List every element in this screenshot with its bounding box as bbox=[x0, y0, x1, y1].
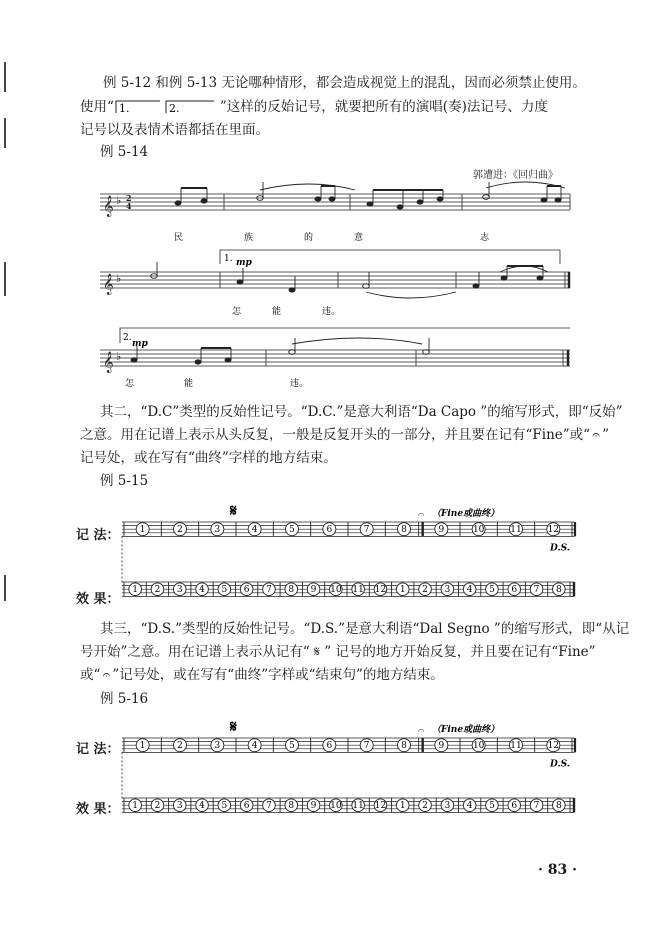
svg-text:♭: ♭ bbox=[116, 350, 122, 363]
svg-text:𝄞: 𝄞 bbox=[103, 352, 114, 373]
measure-number: 1 bbox=[139, 741, 146, 752]
measure-number: 7 bbox=[533, 585, 540, 596]
dynamic-mark: mp bbox=[132, 339, 148, 349]
measure-number: 2 bbox=[154, 585, 161, 596]
fermata-barline-icon: 𝄐 bbox=[592, 427, 600, 443]
page-number: · 83 · bbox=[538, 862, 577, 878]
measure-number: 12 bbox=[547, 741, 560, 752]
measure-number: 10 bbox=[330, 801, 342, 812]
lyric: 民 bbox=[174, 233, 184, 243]
measure-number: 1 bbox=[139, 525, 146, 536]
measure-number: 1 bbox=[399, 585, 406, 596]
measure-number: 12 bbox=[374, 585, 387, 596]
measure-number: 6 bbox=[243, 585, 250, 596]
volta-1-label: 1. bbox=[224, 254, 233, 264]
measure-number: 5 bbox=[221, 585, 228, 596]
measure-number: 2 bbox=[177, 741, 183, 752]
measure-number: 5 bbox=[289, 741, 295, 752]
measure-number: 1 bbox=[132, 585, 139, 596]
measure-number: 10 bbox=[472, 525, 485, 536]
measure-number: 7 bbox=[266, 585, 272, 596]
measure-number: 4 bbox=[199, 801, 205, 812]
lyric: 意 bbox=[354, 233, 364, 243]
measure-number: 6 bbox=[326, 525, 333, 536]
measure-number: 8 bbox=[555, 801, 562, 812]
effect-label: 效 果： bbox=[76, 592, 120, 607]
lyric: 能 bbox=[272, 307, 282, 317]
measure-number: 5 bbox=[489, 801, 495, 812]
segno-icon: 𝄋 bbox=[230, 717, 237, 736]
segno-icon: 𝄋 bbox=[230, 501, 237, 520]
paragraph-text: 之意。用在记谱上表示从头反复，一般是反复开头的一部分，并且要在记有“Fine”或“ 𝄐 ” bbox=[80, 424, 609, 446]
measure-number: 12 bbox=[547, 525, 560, 536]
measure-number: 3 bbox=[444, 801, 451, 812]
measure-number: 11 bbox=[510, 741, 522, 752]
fermata-icon: 𝄐 bbox=[418, 724, 425, 737]
measure-number: 3 bbox=[444, 585, 451, 596]
measure-number: 4 bbox=[251, 525, 258, 536]
measure-number: 2 bbox=[154, 801, 161, 812]
measure-number: 8 bbox=[555, 585, 562, 596]
effect-label: 效 果： bbox=[76, 802, 120, 817]
measure-number: 4 bbox=[199, 585, 205, 596]
ds-label: D.S. bbox=[550, 759, 570, 770]
measure-number: 3 bbox=[176, 801, 183, 812]
dynamic-mark: mp bbox=[236, 258, 252, 268]
lyric: 怎 bbox=[125, 379, 135, 389]
lyric: 能 bbox=[184, 379, 194, 389]
lyric: 族 bbox=[244, 233, 254, 243]
measure-number: 9 bbox=[438, 525, 445, 536]
lyric: 志 bbox=[480, 233, 490, 243]
svg-text:4: 4 bbox=[126, 201, 132, 211]
measure-number: 6 bbox=[243, 801, 250, 812]
svg-text:2.: 2. bbox=[168, 101, 180, 115]
paragraph-text: 使用“ 1. 2. ”这样的反始记号，就要把所有的演唱(奏)法记号、力度 bbox=[80, 96, 548, 118]
measure-number: 5 bbox=[289, 525, 295, 536]
example-title: 例 5-15 bbox=[100, 473, 149, 489]
repeat-diagram-5-16 bbox=[118, 712, 578, 822]
measure-number: 5 bbox=[221, 801, 228, 812]
measure-number: 5 bbox=[489, 585, 495, 596]
measure-number: 6 bbox=[511, 585, 518, 596]
fine-label: （Fine或曲终） bbox=[432, 725, 500, 735]
notation-label: 记 法： bbox=[76, 742, 120, 757]
credit-text: 郭遭进：《回归曲》 bbox=[473, 170, 558, 181]
measure-number: 11 bbox=[352, 585, 364, 596]
measure-number: 7 bbox=[363, 525, 370, 536]
paragraph-text: 记号以及表情术语都括在里面。 bbox=[80, 122, 269, 138]
measure-number: 9 bbox=[310, 585, 317, 596]
measure-number: 8 bbox=[288, 801, 295, 812]
measure-number: 7 bbox=[266, 801, 272, 812]
example-title: 例 5-16 bbox=[100, 691, 149, 707]
measure-number: 9 bbox=[438, 741, 445, 752]
measure-number: 2 bbox=[422, 585, 428, 596]
svg-text:2: 2 bbox=[126, 193, 132, 203]
measure-number: 10 bbox=[330, 585, 342, 596]
repeat-diagram-5-15 bbox=[118, 496, 578, 606]
fine-label: （Fine或曲终） bbox=[432, 509, 500, 519]
measure-number: 4 bbox=[251, 741, 258, 752]
example-title: 例 5-14 bbox=[100, 144, 149, 160]
page-edge-mark bbox=[4, 62, 6, 92]
volta-bracket-inline bbox=[114, 97, 220, 115]
paragraph-text: 其三，“D.S.”类型的反始性记号。“D.S.”是意大利语“Dal Segno ”的缩写形式，即“从记 bbox=[100, 621, 630, 637]
music-score-5-14 bbox=[70, 180, 590, 390]
measure-number: 8 bbox=[401, 741, 407, 752]
svg-text:𝄞: 𝄞 bbox=[103, 274, 114, 295]
measure-number: 2 bbox=[177, 525, 183, 536]
fermata-icon: 𝄐 bbox=[418, 508, 425, 521]
measure-number: 10 bbox=[472, 741, 485, 752]
measure-number: 3 bbox=[176, 585, 183, 596]
volta-2-label: 2. bbox=[123, 333, 132, 343]
measure-number: 11 bbox=[510, 525, 522, 536]
measure-number: 4 bbox=[466, 801, 473, 812]
notation-label: 记 法： bbox=[76, 528, 120, 543]
svg-text:♭: ♭ bbox=[116, 194, 122, 207]
measure-number: 6 bbox=[511, 801, 518, 812]
measure-number: 7 bbox=[533, 801, 540, 812]
measure-number: 7 bbox=[363, 741, 370, 752]
lyric: 违。 bbox=[322, 307, 341, 317]
page-edge-mark bbox=[4, 575, 6, 601]
paragraph-text: 例 5-12 和例 5-13 无论哪种情形，都会造成视觉上的混乱，因而必须禁止使用。 bbox=[103, 75, 586, 91]
measure-number: 8 bbox=[288, 585, 295, 596]
measure-number: 3 bbox=[214, 741, 221, 752]
paragraph-text: 号开始”之意。用在记谱上表示从记有“ 𝄋 ” 记号的地方开始反复，并且要在记有“Fine” bbox=[80, 644, 596, 660]
page-edge-mark bbox=[4, 118, 6, 148]
measure-number: 9 bbox=[310, 801, 317, 812]
svg-text:♭: ♭ bbox=[116, 272, 122, 285]
measure-number: 1 bbox=[132, 801, 139, 812]
measure-number: 4 bbox=[466, 585, 473, 596]
fermata-barline-icon: 𝄐 bbox=[102, 667, 111, 683]
measure-number: 3 bbox=[214, 525, 221, 536]
measure-number: 2 bbox=[422, 801, 428, 812]
svg-text:𝄞: 𝄞 bbox=[103, 196, 114, 217]
lyric: 的 bbox=[304, 233, 314, 243]
measure-number: 8 bbox=[401, 525, 407, 536]
measure-number: 6 bbox=[326, 741, 333, 752]
paragraph-text: 其二，“D.C”类型的反始性记号。“D.C.”是意大利语“Da Capo ”的缩写形式，即“反始” bbox=[100, 404, 623, 420]
lyric: 怎 bbox=[232, 307, 242, 317]
ds-label: D.S. bbox=[550, 543, 570, 554]
measure-number: 11 bbox=[352, 801, 364, 812]
paragraph-text: 记号处，或在写有“曲终”字样的地方结束。 bbox=[80, 450, 337, 466]
paragraph-text: 或“ 𝄐 ”记号处，或在写有“曲终”字样或“结束句”的地方结束。 bbox=[80, 664, 444, 686]
lyric: 违。 bbox=[290, 379, 309, 389]
measure-number: 12 bbox=[374, 801, 387, 812]
page-edge-mark bbox=[4, 262, 6, 296]
svg-text:1.: 1. bbox=[118, 101, 130, 115]
measure-number: 1 bbox=[399, 801, 406, 812]
